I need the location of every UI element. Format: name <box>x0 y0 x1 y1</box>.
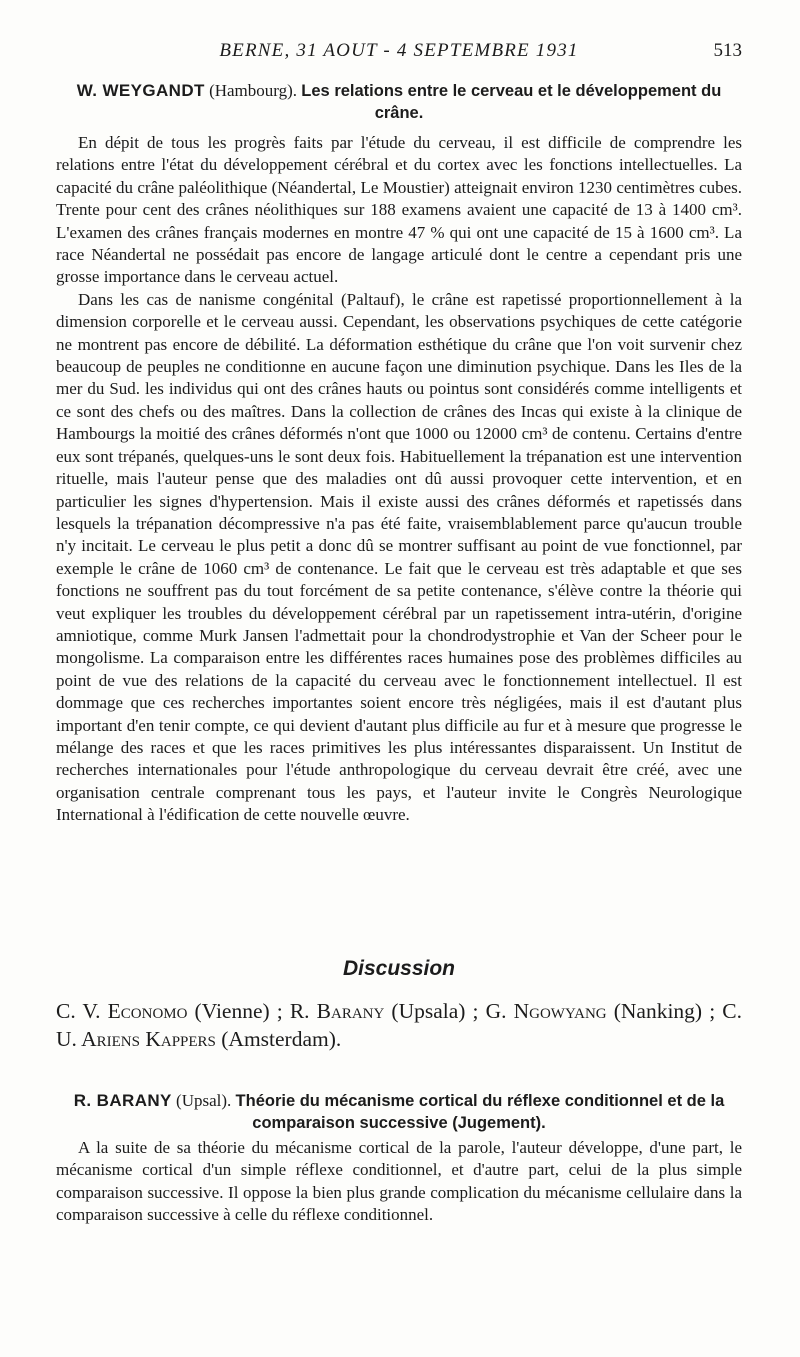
article-body-barany <box>56 1137 742 1227</box>
participant-name: G. Ngowyang <box>485 999 607 1023</box>
participant-separator: ; <box>269 999 290 1023</box>
discussion-participants <box>56 997 742 1053</box>
article-body-weygandt <box>56 132 742 827</box>
running-title: BERNE, 31 AOUT - 4 SEPTEMBRE 1931 <box>219 40 579 61</box>
participant-place: (Upsala) <box>391 999 466 1023</box>
participant-name: C. V. Economo <box>56 999 188 1023</box>
participant-place: (Vienne) <box>194 999 270 1023</box>
body-paragraph: En dépit de tous les progrès faits par l'étude du cerveau, il est difficile de comprendre les relations entre l'état du développement cérébral et du cortex avec les fonctions intellectuelles. La capacité du crâne paléolithique (Néandertal, Le Moustier) atteignait environ 1230 centimètres cubes. Trente pour cent des crânes néolithiques sur 188 examens avaient une capacité de 13 à 1400 cm³. L'examen des crânes français modernes en montre 47 % qui ont une capacité de 15 à 1600 cm³. La race Néandertal ne possédait pas encore de langage articulé dont le centre a cependant pris une grosse importance dans le cerveau actuel. <box>56 133 742 287</box>
article-author: R. BARANY <box>73 1091 172 1110</box>
body-paragraph: Dans les cas de nanisme congénital (Paltauf), le crâne est rapetissé proportionnellement à la dimension corporelle et le cerveau aussi. Cependant, les observations psychiques de cette catégorie ne montrent pas encore de débilité. La déformation esthétique du crâne que l'on voit survenir chez beaucoup de peuples ne conditionne en aucune façon une diminution psychique. Dans les Iles de la mer du Sud. les individus qui ont des crânes hauts ou pointus sont considérés comme intelligents et ce sont des chefs ou des maîtres. Dans la collection de crânes des Incas qui existe à la clinique de Hambourgs la moitié des crânes déformés n'ont que 1000 ou 12000 cm³ de contenu. Certains d'entre eux sont trépanés, quelques-uns le sont deux fois. Habituellement la trépanation est une intervention rituelle, mais l'auteur pense que des maladies ont dû aussi provoquer cette intervention, et en particulier les signes d'hypertension. Mais il existe aussi des crânes déformés et rapetissés dans lesquels la trépanation décompressive n'a pas été faite, vraisemblablement parce qu'aucun trouble n'y incitait. Le cerveau le plus petit a donc dû se montrer suffisant au point de vue fonctionnel, par exemple le crâne de 1060 cm³ de contenance. Le fait que le cerveau est très adaptable et que ses fonctions ne souffrent pas du tout forcément de sa petite contenance, s'élève contre la théorie qui veut expliquer les troubles du développement cérébral par un rapetissement intra-utérin, d'origine amniotique, comme Murk Jansen l'admettait pour la chondrodystrophie et Van der Scheer pour le mongolisme. La comparaison entre les différentes races humaines pose des problèmes difficiles au point de vue des relations de la capacité du cerveau avec le fonctionnement intellectuel. Il est dommage que ces recherches importantes soient encore très négligées, mais il est d'autant plus important d'en tenir compte, ce qui devient d'autant plus difficile au fur et à mesure que progresse le mélange des races et que les races primitives les plus intéressantes disparaissent. Un Institut de recherches internationales pour l'étude anthropologique du cerveau devrait être créé, avec une organisation centrale comprenant tous les pays, et l'auteur invite le Congrès Neurologique International à l'édification de cette nouvelle œuvre. <box>56 289 742 825</box>
page-number: 513 <box>713 40 742 61</box>
article-heading-barany <box>56 1090 742 1134</box>
article-title: Théorie du mécanisme cortical du réflexe conditionnel et de la comparaison successive (Jugement). <box>235 1092 725 1132</box>
article-author-place: (Upsal). <box>176 1091 232 1110</box>
article-title: Les relations entre le cerveau et le développement du crâne. <box>301 82 722 122</box>
body-paragraph: A la suite de sa théorie du mécanisme cortical de la parole, l'auteur développe, d'une part, le mécanisme cortical d'un simple réflexe conditionnel, et d'autre part, celui de la plus simple comparaison successive. Il oppose la bien plus grande complication du mécanisme cellulaire dans la comparaison successive à celle du réflexe conditionnel. <box>56 1138 742 1225</box>
article-heading-weygandt <box>56 80 742 124</box>
participant-place: (Nanking) <box>613 999 703 1023</box>
participant-separator: ; <box>702 999 723 1023</box>
participant-separator: ; <box>465 999 486 1023</box>
running-head <box>56 40 742 66</box>
article-author: W. WEYGANDT <box>76 81 205 100</box>
participant-place: (Amsterdam). <box>221 1027 342 1051</box>
participant-name: C. U. Ariens Kappers <box>56 999 742 1051</box>
participant-name: R. Barany <box>289 999 385 1023</box>
discussion-heading: Discussion <box>342 957 456 980</box>
article-author-place: (Hambourg). <box>209 81 298 100</box>
